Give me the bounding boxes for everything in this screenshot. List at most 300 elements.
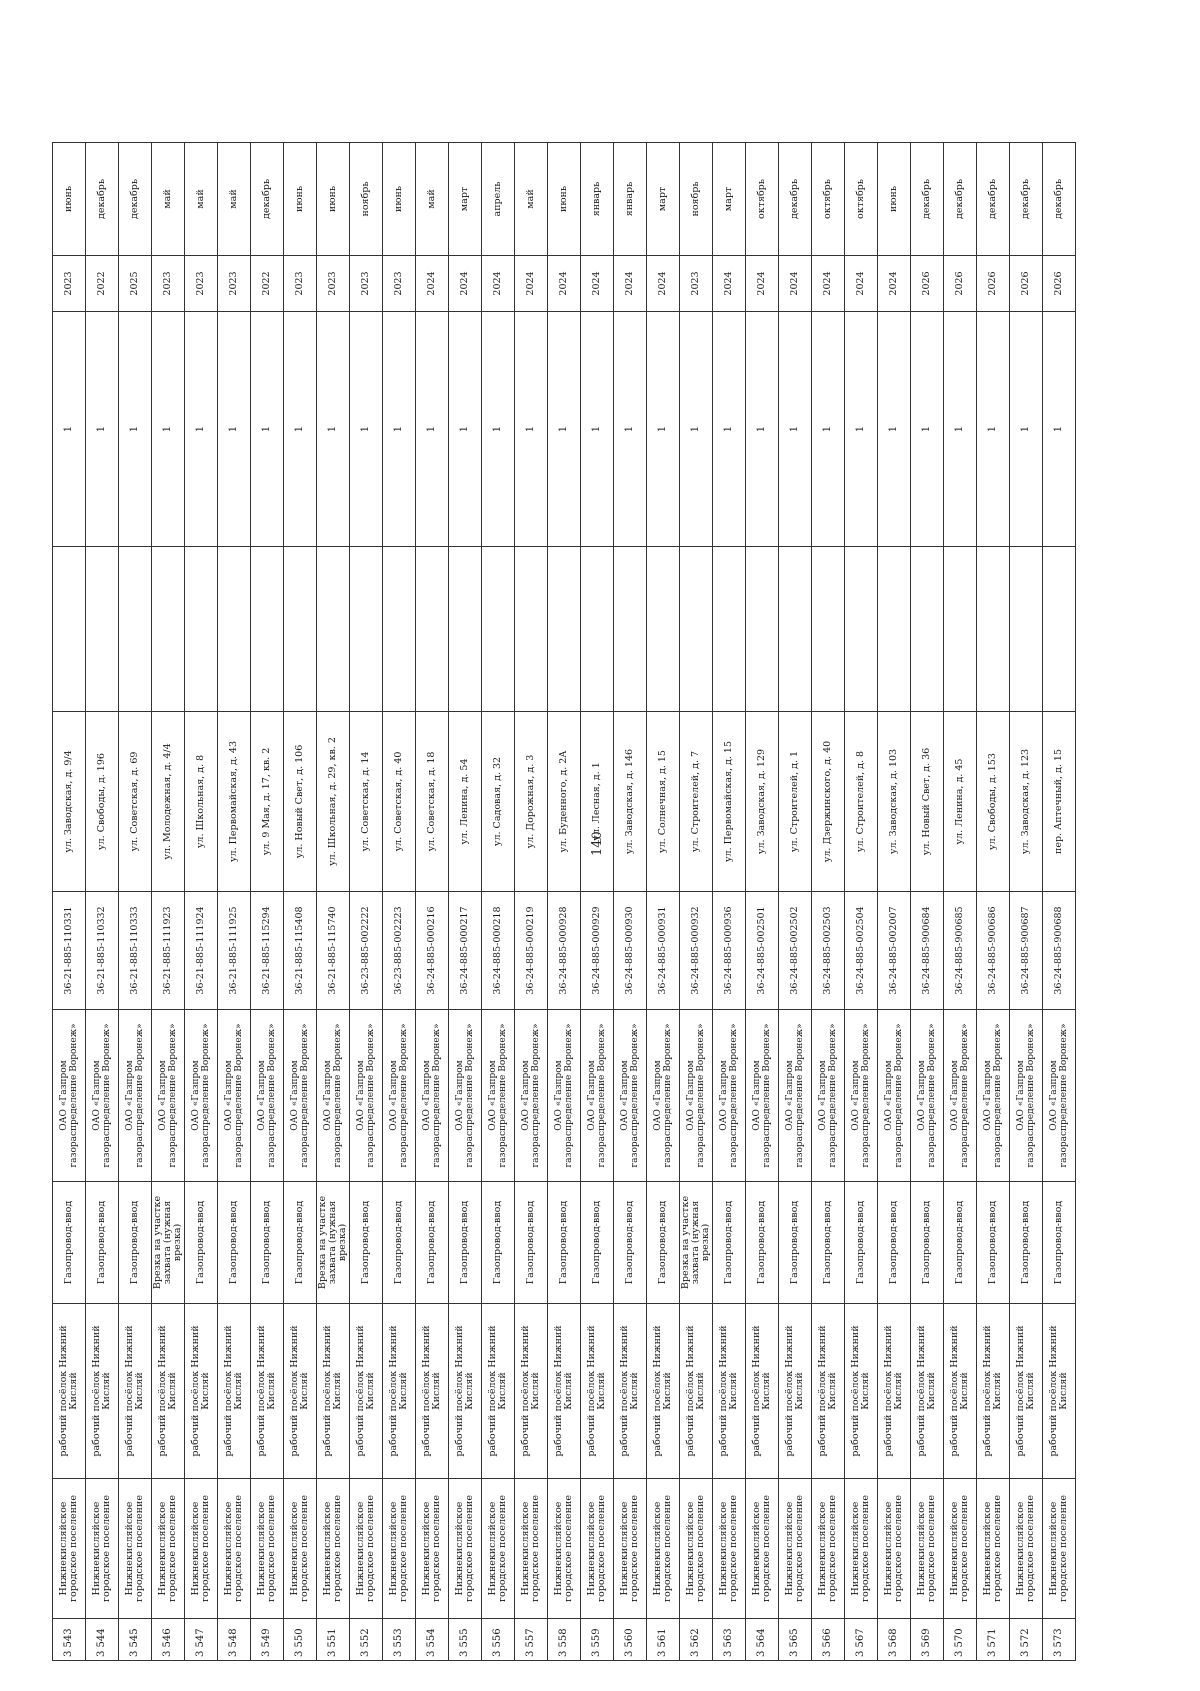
locality-cell: рабочий посёлок Нижний Кисляй — [185, 1304, 218, 1479]
year-cell: 2026 — [1043, 256, 1076, 312]
object-type-cell: Газопровод-ввод — [449, 1182, 482, 1304]
object-type-cell: Газопровод-ввод — [350, 1182, 383, 1304]
table-row — [1043, 143, 1076, 1661]
owner-cell: ОАО «Газпром газораспределение Воронеж» — [218, 1010, 251, 1182]
address-cell: ул. Строителей, д. 8 — [845, 712, 878, 892]
owner-cell: ОАО «Газпром газораспределение Воронеж» — [911, 1010, 944, 1182]
empty-cell — [746, 547, 779, 712]
row-number: 3 562 — [680, 1619, 713, 1661]
locality-cell: рабочий посёлок Нижний Кисляй — [944, 1304, 977, 1479]
month-cell: март — [449, 143, 482, 256]
month-cell: май — [185, 143, 218, 256]
table-row — [53, 143, 86, 1661]
object-type-cell: Газопровод-ввод — [185, 1182, 218, 1304]
table-row — [680, 143, 713, 1661]
table-row — [119, 143, 152, 1661]
settlement-cell: Нижнекисляйское городское поселение — [548, 1479, 581, 1619]
year-cell: 2024 — [581, 256, 614, 312]
empty-cell — [383, 547, 416, 712]
row-number: 3 558 — [548, 1619, 581, 1661]
registry-id-cell: 36-24-885-000217 — [449, 892, 482, 1010]
row-number: 3 567 — [845, 1619, 878, 1661]
owner-cell: ОАО «Газпром газораспределение Воронеж» — [812, 1010, 845, 1182]
object-type-cell: Газопровод-ввод — [119, 1182, 152, 1304]
quantity-cell: 1 — [284, 312, 317, 547]
page-number: 140 — [590, 831, 605, 856]
owner-cell: ОАО «Газпром газораспределение Воронеж» — [251, 1010, 284, 1182]
settlement-cell: Нижнекисляйское городское поселение — [284, 1479, 317, 1619]
table-row — [86, 143, 119, 1661]
owner-cell: ОАО «Газпром газораспределение Воронеж» — [1043, 1010, 1076, 1182]
owner-cell: ОАО «Газпром газораспределение Воронеж» — [185, 1010, 218, 1182]
locality-cell: рабочий посёлок Нижний Кисляй — [416, 1304, 449, 1479]
owner-cell: ОАО «Газпром газораспределение Воронеж» — [1010, 1010, 1043, 1182]
object-type-cell: Врезка на участке захвата (нужная врезка) — [317, 1182, 350, 1304]
empty-cell — [251, 547, 284, 712]
object-type-cell: Газопровод-ввод — [647, 1182, 680, 1304]
table-row — [812, 143, 845, 1661]
empty-cell — [152, 547, 185, 712]
address-cell: ул. Советская, д. 69 — [119, 712, 152, 892]
address-cell: ул. Дзержинского, д. 40 — [812, 712, 845, 892]
settlement-cell: Нижнекисляйское городское поселение — [878, 1479, 911, 1619]
registry-id-cell: 36-23-885-002223 — [383, 892, 416, 1010]
empty-cell — [284, 547, 317, 712]
owner-cell: ОАО «Газпром газораспределение Воронеж» — [779, 1010, 812, 1182]
locality-cell: рабочий посёлок Нижний Кисляй — [515, 1304, 548, 1479]
empty-cell — [218, 547, 251, 712]
settlement-cell: Нижнекисляйское городское поселение — [416, 1479, 449, 1619]
table-row — [944, 143, 977, 1661]
locality-cell: рабочий посёлок Нижний Кисляй — [317, 1304, 350, 1479]
table-body — [53, 143, 1076, 1661]
address-cell: ул. Ленина, д. 45 — [944, 712, 977, 892]
month-cell: декабрь — [911, 143, 944, 256]
settlement-cell: Нижнекисляйское городское поселение — [185, 1479, 218, 1619]
row-number: 3 551 — [317, 1619, 350, 1661]
quantity-cell: 1 — [713, 312, 746, 547]
quantity-cell: 1 — [878, 312, 911, 547]
row-number: 3 559 — [581, 1619, 614, 1661]
year-cell: 2024 — [614, 256, 647, 312]
locality-cell: рабочий посёлок Нижний Кисляй — [284, 1304, 317, 1479]
settlement-cell: Нижнекисляйское городское поселение — [350, 1479, 383, 1619]
row-number: 3 555 — [449, 1619, 482, 1661]
year-cell: 2024 — [713, 256, 746, 312]
owner-cell: ОАО «Газпром газораспределение Воронеж» — [548, 1010, 581, 1182]
empty-cell — [647, 547, 680, 712]
empty-cell — [581, 547, 614, 712]
month-cell: июнь — [53, 143, 86, 256]
address-cell: ул. Лесная, д. 1 — [581, 712, 614, 892]
owner-cell: ОАО «Газпром газораспределение Воронеж» — [383, 1010, 416, 1182]
locality-cell: рабочий посёлок Нижний Кисляй — [911, 1304, 944, 1479]
settlement-cell: Нижнекисляйское городское поселение — [746, 1479, 779, 1619]
month-cell: декабрь — [251, 143, 284, 256]
address-cell: ул. Ленина, д. 54 — [449, 712, 482, 892]
registry-id-cell: 36-24-885-900687 — [1010, 892, 1043, 1010]
locality-cell: рабочий посёлок Нижний Кисляй — [977, 1304, 1010, 1479]
address-cell: ул. Свободы, д. 196 — [86, 712, 119, 892]
owner-cell: ОАО «Газпром газораспределение Воронеж» — [416, 1010, 449, 1182]
empty-cell — [614, 547, 647, 712]
table-row — [284, 143, 317, 1661]
month-cell: май — [152, 143, 185, 256]
quantity-cell: 1 — [218, 312, 251, 547]
month-cell: ноябрь — [350, 143, 383, 256]
settlement-cell: Нижнекисляйское городское поселение — [482, 1479, 515, 1619]
row-number: 3 571 — [977, 1619, 1010, 1661]
registry-id-cell: 36-24-885-002502 — [779, 892, 812, 1010]
year-cell: 2024 — [812, 256, 845, 312]
month-cell: декабрь — [86, 143, 119, 256]
settlement-cell: Нижнекисляйское городское поселение — [86, 1479, 119, 1619]
empty-cell — [1043, 547, 1076, 712]
address-cell: ул. 9 Мая, д. 17, кв. 2 — [251, 712, 284, 892]
owner-cell: ОАО «Газпром газораспределение Воронеж» — [515, 1010, 548, 1182]
empty-cell — [449, 547, 482, 712]
empty-cell — [1010, 547, 1043, 712]
locality-cell: рабочий посёлок Нижний Кисляй — [614, 1304, 647, 1479]
quantity-cell: 1 — [350, 312, 383, 547]
settlement-cell: Нижнекисляйское городское поселение — [317, 1479, 350, 1619]
month-cell: май — [218, 143, 251, 256]
address-cell: ул. Строителей, д. 1 — [779, 712, 812, 892]
locality-cell: рабочий посёлок Нижний Кисляй — [86, 1304, 119, 1479]
registry-id-cell: 36-24-885-002503 — [812, 892, 845, 1010]
month-cell: декабрь — [977, 143, 1010, 256]
registry-id-cell: 36-24-885-002501 — [746, 892, 779, 1010]
settlement-cell: Нижнекисляйское городское поселение — [977, 1479, 1010, 1619]
quantity-cell: 1 — [548, 312, 581, 547]
year-cell: 2024 — [746, 256, 779, 312]
empty-cell — [680, 547, 713, 712]
quantity-cell: 1 — [647, 312, 680, 547]
month-cell: декабрь — [779, 143, 812, 256]
year-cell: 2023 — [152, 256, 185, 312]
settlement-cell: Нижнекисляйское городское поселение — [449, 1479, 482, 1619]
locality-cell: рабочий посёлок Нижний Кисляй — [647, 1304, 680, 1479]
object-type-cell: Газопровод-ввод — [86, 1182, 119, 1304]
table-row — [647, 143, 680, 1661]
owner-cell: ОАО «Газпром газораспределение Воронеж» — [713, 1010, 746, 1182]
quantity-cell: 1 — [86, 312, 119, 547]
registry-id-cell: 36-21-885-111924 — [185, 892, 218, 1010]
registry-id-cell: 36-21-885-111923 — [152, 892, 185, 1010]
table-row — [218, 143, 251, 1661]
month-cell: октябрь — [812, 143, 845, 256]
year-cell: 2023 — [383, 256, 416, 312]
year-cell: 2024 — [779, 256, 812, 312]
month-cell: июнь — [548, 143, 581, 256]
quantity-cell: 1 — [119, 312, 152, 547]
address-cell: ул. Буденного, д. 2А — [548, 712, 581, 892]
table-row — [713, 143, 746, 1661]
table-row — [317, 143, 350, 1661]
object-type-cell: Газопровод-ввод — [284, 1182, 317, 1304]
registry-id-cell: 36-24-885-000932 — [680, 892, 713, 1010]
registry-id-cell: 36-21-885-110332 — [86, 892, 119, 1010]
address-cell: ул. Солнечная, д. 15 — [647, 712, 680, 892]
settlement-cell: Нижнекисляйское городское поселение — [383, 1479, 416, 1619]
row-number: 3 572 — [1010, 1619, 1043, 1661]
year-cell: 2024 — [548, 256, 581, 312]
table-row — [152, 143, 185, 1661]
address-cell: ул. Советская, д. 40 — [383, 712, 416, 892]
row-number: 3 549 — [251, 1619, 284, 1661]
object-type-cell: Газопровод-ввод — [53, 1182, 86, 1304]
registry-id-cell: 36-24-885-000929 — [581, 892, 614, 1010]
object-type-cell: Газопровод-ввод — [251, 1182, 284, 1304]
address-cell: ул. Заводская, д. 103 — [878, 712, 911, 892]
year-cell: 2026 — [1010, 256, 1043, 312]
settlement-cell: Нижнекисляйское городское поселение — [218, 1479, 251, 1619]
settlement-cell: Нижнекисляйское городское поселение — [515, 1479, 548, 1619]
year-cell: 2026 — [944, 256, 977, 312]
object-type-cell: Газопровод-ввод — [878, 1182, 911, 1304]
owner-cell: ОАО «Газпром газораспределение Воронеж» — [614, 1010, 647, 1182]
quantity-cell: 1 — [911, 312, 944, 547]
registry-id-cell: 36-21-885-115740 — [317, 892, 350, 1010]
settlement-cell: Нижнекисляйское городское поселение — [812, 1479, 845, 1619]
address-cell: ул. Заводская, д. 146 — [614, 712, 647, 892]
row-number: 3 545 — [119, 1619, 152, 1661]
registry-id-cell: 36-24-885-900685 — [944, 892, 977, 1010]
year-cell: 2023 — [53, 256, 86, 312]
empty-cell — [185, 547, 218, 712]
settlement-cell: Нижнекисляйское городское поселение — [647, 1479, 680, 1619]
table-row — [779, 143, 812, 1661]
settlement-cell: Нижнекисляйское городское поселение — [251, 1479, 284, 1619]
registry-id-cell: 36-24-885-002504 — [845, 892, 878, 1010]
registry-id-cell: 36-21-885-110333 — [119, 892, 152, 1010]
row-number: 3 552 — [350, 1619, 383, 1661]
owner-cell: ОАО «Газпром газораспределение Воронеж» — [680, 1010, 713, 1182]
locality-cell: рабочий посёлок Нижний Кисляй — [680, 1304, 713, 1479]
owner-cell: ОАО «Газпром газораспределение Воронеж» — [119, 1010, 152, 1182]
row-number: 3 543 — [53, 1619, 86, 1661]
row-number: 3 568 — [878, 1619, 911, 1661]
settlement-cell: Нижнекисляйское городское поселение — [119, 1479, 152, 1619]
settlement-cell: Нижнекисляйское городское поселение — [1043, 1479, 1076, 1619]
object-type-cell: Газопровод-ввод — [977, 1182, 1010, 1304]
table-row — [482, 143, 515, 1661]
address-cell: ул. Новый Свет, д. 36 — [911, 712, 944, 892]
year-cell: 2025 — [119, 256, 152, 312]
object-type-cell: Газопровод-ввод — [845, 1182, 878, 1304]
object-type-cell: Газопровод-ввод — [779, 1182, 812, 1304]
registry-id-cell: 36-21-885-115408 — [284, 892, 317, 1010]
address-cell: ул. Первомайская, д. 43 — [218, 712, 251, 892]
table-row — [383, 143, 416, 1661]
settlement-cell: Нижнекисляйское городское поселение — [680, 1479, 713, 1619]
empty-cell — [779, 547, 812, 712]
locality-cell: рабочий посёлок Нижний Кисляй — [812, 1304, 845, 1479]
object-type-cell: Газопровод-ввод — [944, 1182, 977, 1304]
registry-id-cell: 36-24-885-900686 — [977, 892, 1010, 1010]
locality-cell: рабочий посёлок Нижний Кисляй — [251, 1304, 284, 1479]
year-cell: 2023 — [317, 256, 350, 312]
row-number: 3 564 — [746, 1619, 779, 1661]
row-number: 3 548 — [218, 1619, 251, 1661]
table-row — [1010, 143, 1043, 1661]
settlement-cell: Нижнекисляйское городское поселение — [713, 1479, 746, 1619]
year-cell: 2023 — [185, 256, 218, 312]
registry-id-cell: 36-24-885-000936 — [713, 892, 746, 1010]
registry-id-cell: 36-24-885-000219 — [515, 892, 548, 1010]
registry-id-cell: 36-24-885-000930 — [614, 892, 647, 1010]
object-type-cell: Газопровод-ввод — [416, 1182, 449, 1304]
settlement-cell: Нижнекисляйское городское поселение — [614, 1479, 647, 1619]
locality-cell: рабочий посёлок Нижний Кисляй — [581, 1304, 614, 1479]
object-type-cell: Газопровод-ввод — [746, 1182, 779, 1304]
object-type-cell: Газопровод-ввод — [1010, 1182, 1043, 1304]
object-type-cell: Газопровод-ввод — [383, 1182, 416, 1304]
registry-id-cell: 36-23-885-002222 — [350, 892, 383, 1010]
registry-id-cell: 36-24-885-002007 — [878, 892, 911, 1010]
quantity-cell: 1 — [449, 312, 482, 547]
object-type-cell: Врезка на участке захвата (нужная врезка) — [680, 1182, 713, 1304]
locality-cell: рабочий посёлок Нижний Кисляй — [1043, 1304, 1076, 1479]
month-cell: апрель — [482, 143, 515, 256]
empty-cell — [911, 547, 944, 712]
locality-cell: рабочий посёлок Нижний Кисляй — [878, 1304, 911, 1479]
month-cell: январь — [581, 143, 614, 256]
quantity-cell: 1 — [812, 312, 845, 547]
owner-cell: ОАО «Газпром газораспределение Воронеж» — [284, 1010, 317, 1182]
owner-cell: ОАО «Газпром газораспределение Воронеж» — [482, 1010, 515, 1182]
owner-cell: ОАО «Газпром газораспределение Воронеж» — [977, 1010, 1010, 1182]
month-cell: май — [416, 143, 449, 256]
table-row — [845, 143, 878, 1661]
settlement-cell: Нижнекисляйское городское поселение — [845, 1479, 878, 1619]
address-cell: ул. Первомайская, д. 15 — [713, 712, 746, 892]
object-type-cell: Газопровод-ввод — [1043, 1182, 1076, 1304]
table-row — [416, 143, 449, 1661]
quantity-cell: 1 — [680, 312, 713, 547]
locality-cell: рабочий посёлок Нижний Кисляй — [218, 1304, 251, 1479]
registry-id-cell: 36-21-885-110331 — [53, 892, 86, 1010]
owner-cell: ОАО «Газпром газораспределение Воронеж» — [647, 1010, 680, 1182]
row-number: 3 570 — [944, 1619, 977, 1661]
locality-cell: рабочий посёлок Нижний Кисляй — [53, 1304, 86, 1479]
address-cell: ул. Дорожная, д. 3 — [515, 712, 548, 892]
address-cell: ул. Заводская, д. 123 — [1010, 712, 1043, 892]
registry-id-cell: 36-21-885-115294 — [251, 892, 284, 1010]
row-number: 3 566 — [812, 1619, 845, 1661]
registry-id-cell: 36-24-885-900688 — [1043, 892, 1076, 1010]
month-cell: июнь — [383, 143, 416, 256]
row-number: 3 550 — [284, 1619, 317, 1661]
row-number: 3 554 — [416, 1619, 449, 1661]
object-type-cell: Газопровод-ввод — [482, 1182, 515, 1304]
registry-id-cell: 36-24-885-000218 — [482, 892, 515, 1010]
address-cell: ул. Молодежная, д. 4/4 — [152, 712, 185, 892]
settlement-cell: Нижнекисляйское городское поселение — [581, 1479, 614, 1619]
year-cell: 2024 — [845, 256, 878, 312]
object-type-cell: Газопровод-ввод — [812, 1182, 845, 1304]
quantity-cell: 1 — [482, 312, 515, 547]
locality-cell: рабочий посёлок Нижний Кисляй — [350, 1304, 383, 1479]
registry-id-cell: 36-24-885-000928 — [548, 892, 581, 1010]
empty-cell — [482, 547, 515, 712]
settlement-cell: Нижнекисляйское городское поселение — [53, 1479, 86, 1619]
row-number: 3 547 — [185, 1619, 218, 1661]
empty-cell — [119, 547, 152, 712]
empty-cell — [812, 547, 845, 712]
address-cell: ул. Советская, д. 14 — [350, 712, 383, 892]
empty-cell — [713, 547, 746, 712]
month-cell: октябрь — [746, 143, 779, 256]
quantity-cell: 1 — [845, 312, 878, 547]
quantity-cell: 1 — [416, 312, 449, 547]
row-number: 3 553 — [383, 1619, 416, 1661]
locality-cell: рабочий посёлок Нижний Кисляй — [449, 1304, 482, 1479]
locality-cell: рабочий посёлок Нижний Кисляй — [119, 1304, 152, 1479]
table-row — [449, 143, 482, 1661]
empty-cell — [845, 547, 878, 712]
month-cell: декабрь — [119, 143, 152, 256]
year-cell: 2023 — [218, 256, 251, 312]
empty-cell — [53, 547, 86, 712]
address-cell: ул. Заводская, д. 129 — [746, 712, 779, 892]
month-cell: октябрь — [845, 143, 878, 256]
year-cell: 2023 — [284, 256, 317, 312]
locality-cell: рабочий посёлок Нижний Кисляй — [779, 1304, 812, 1479]
locality-cell: рабочий посёлок Нижний Кисляй — [383, 1304, 416, 1479]
owner-cell: ОАО «Газпром газораспределение Воронеж» — [350, 1010, 383, 1182]
table-row — [911, 143, 944, 1661]
address-cell: ул. Строителей, д. 7 — [680, 712, 713, 892]
object-type-cell: Газопровод-ввод — [713, 1182, 746, 1304]
quantity-cell: 1 — [1043, 312, 1076, 547]
owner-cell: ОАО «Газпром газораспределение Воронеж» — [845, 1010, 878, 1182]
locality-cell: рабочий посёлок Нижний Кисляй — [1010, 1304, 1043, 1479]
object-type-cell: Газопровод-ввод — [614, 1182, 647, 1304]
row-number: 3 560 — [614, 1619, 647, 1661]
empty-cell — [515, 547, 548, 712]
table-row — [185, 143, 218, 1661]
table-row — [746, 143, 779, 1661]
row-number: 3 563 — [713, 1619, 746, 1661]
address-cell: ул. Советская, д. 18 — [416, 712, 449, 892]
address-cell: ул. Заводская, д. 9/4 — [53, 712, 86, 892]
registry-id-cell: 36-24-885-900684 — [911, 892, 944, 1010]
object-type-cell: Газопровод-ввод — [548, 1182, 581, 1304]
month-cell: декабрь — [1010, 143, 1043, 256]
owner-cell: ОАО «Газпром газораспределение Воронеж» — [53, 1010, 86, 1182]
address-cell: ул. Школьная, д. 29, кв. 2 — [317, 712, 350, 892]
empty-cell — [944, 547, 977, 712]
row-number: 3 569 — [911, 1619, 944, 1661]
month-cell: июнь — [284, 143, 317, 256]
quantity-cell: 1 — [746, 312, 779, 547]
month-cell: ноябрь — [680, 143, 713, 256]
quantity-cell: 1 — [1010, 312, 1043, 547]
quantity-cell: 1 — [251, 312, 284, 547]
address-cell: ул. Новый Свет, д. 106 — [284, 712, 317, 892]
table-row — [515, 143, 548, 1661]
locality-cell: рабочий посёлок Нижний Кисляй — [548, 1304, 581, 1479]
settlement-cell: Нижнекисляйское городское поселение — [911, 1479, 944, 1619]
empty-cell — [350, 547, 383, 712]
empty-cell — [977, 547, 1010, 712]
table-row — [614, 143, 647, 1661]
locality-cell: рабочий посёлок Нижний Кисляй — [845, 1304, 878, 1479]
empty-cell — [317, 547, 350, 712]
quantity-cell: 1 — [317, 312, 350, 547]
table-row — [977, 143, 1010, 1661]
